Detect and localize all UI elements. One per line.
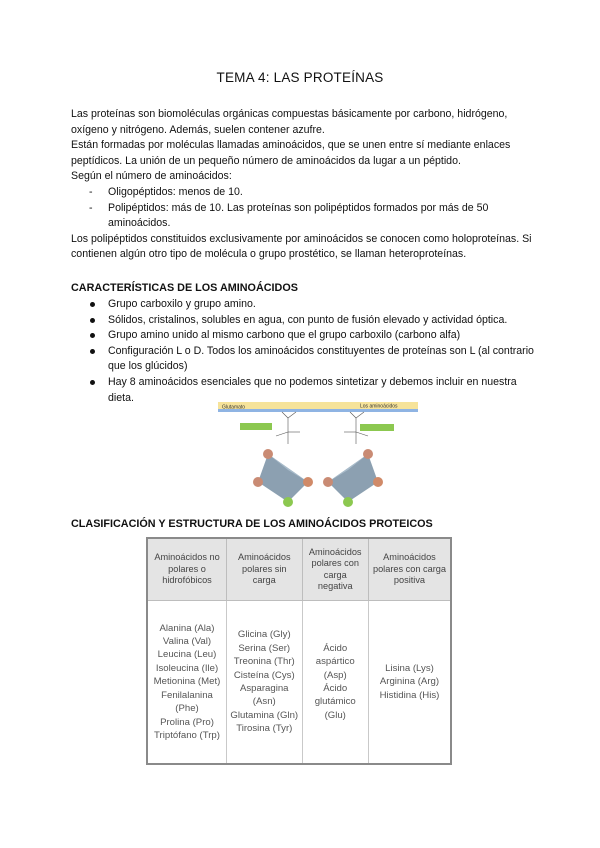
table-cell: Alanina (Ala) [159, 622, 215, 634]
classification-heading: CLASIFICACIÓN Y ESTRUCTURA DE LOS AMINOÁCIDOS PROTEICOS [71, 518, 433, 530]
table-header-polar-positive: Aminoácidos polares con carga positiva [368, 539, 450, 601]
table-cell: Tirosina (Tyr) [236, 723, 293, 735]
figure-right-label: Los aminoácidos [360, 403, 398, 410]
table-header-polar-negative: Aminoácidos polares con carga negativa [302, 539, 368, 601]
table-cell: Fenilalanina (Phe) [161, 689, 213, 715]
intro-paragraph-3: Según el número de aminoácidos: [71, 170, 232, 183]
table-cell: Arginina (Arg) [379, 676, 440, 688]
table-cell: Cisteína (Cys) [233, 669, 295, 681]
amino-acid-figure [218, 402, 418, 510]
figure-green-box-left [240, 423, 272, 430]
characteristics-heading: CARACTERÍSTICAS DE LOS AMINOÁCIDOS [71, 282, 298, 294]
characteristics-section [71, 297, 541, 406]
tetrahedron-right [323, 449, 383, 507]
table-column-polar-positive [368, 601, 450, 764]
intro-paragraph-1: Las proteínas son biomoléculas orgánicas compuestas básicamente por carbono, hidrógeno, oxígeno y nitrógeno. Además, suelen contener azufre. [71, 108, 508, 136]
figure-left-label: Glutamato [222, 404, 246, 411]
molecule-left [276, 412, 300, 444]
table-column-polar-negative [302, 601, 368, 764]
table-header-nonpolar: Aminoácidos no polares o hidrofóbicos [148, 539, 227, 601]
tetrahedron-left [253, 449, 313, 507]
table-cell: Leucina (Leu) [157, 649, 217, 661]
table-column-polar-uncharged [227, 601, 303, 764]
list-item: Grupo carboxilo y grupo amino. [71, 297, 541, 313]
intro-paragraph-2: Están formadas por moléculas llamadas aminoácidos, que se unen entre sí mediante enlaces peptídicos. La unión de un pequeño número de aminoácidos da lugar a un péptido. [71, 139, 511, 167]
table-cell: Histidina (His) [379, 689, 440, 701]
figure-green-box-right [360, 424, 394, 431]
list-item: Hay 8 aminoácidos esenciales que no podemos sintetizar y debemos incluir en nuestra dieta. [71, 375, 541, 406]
table-cell: Glutamina (Gln) [230, 709, 299, 721]
intro-section [71, 107, 541, 263]
table-cell: Isoleucina (Ile) [155, 662, 219, 674]
list-item: - Oligopéptidos: menos de 10. [71, 185, 541, 201]
table-cell: Glicina (Gly) [237, 629, 291, 641]
table-cell: Ácido aspártico (Asp) [315, 642, 355, 681]
table-cell: Treonina (Thr) [233, 656, 295, 668]
table-column-nonpolar [148, 601, 227, 764]
table-cell: Prolina (Pro) [160, 716, 214, 728]
list-item: Configuración L o D. Todos los aminoácidos constituyentes de proteínas son L (al contrario que los glúcidos) [71, 344, 541, 375]
table-cell: Ácido glutámico (Glu) [314, 683, 356, 721]
peptide-list [71, 185, 541, 232]
table-cell: Valina (Val) [162, 636, 212, 648]
amino-acid-table [146, 537, 452, 765]
table-header-polar-uncharged: Aminoácidos polares sin carga [227, 539, 303, 601]
page-title: TEMA 4: LAS PROTEÍNAS [216, 70, 384, 85]
table-cell: Lisina (Lys) [385, 662, 434, 674]
table-cell: Triptófano (Trp) [154, 729, 220, 741]
list-item: - Polipéptidos: más de 10. Las proteínas son polipéptidos formados por más de 50 aminoácidos. [71, 201, 541, 232]
table-cell: Metionina (Met) [153, 676, 221, 688]
table-cell: Asparagina (Asn) [239, 683, 289, 708]
characteristics-list [71, 297, 541, 406]
list-item: Sólidos, cristalinos, solubles en agua, con punto de fusión elevado y actividad óptica. [71, 313, 541, 329]
intro-paragraph-4: Los polipéptidos constituidos exclusivamente por aminoácidos se conocen como holoproteínas. Si contienen algún otro tipo de molécula o grupo prostético, se llaman heteroproteínas. [71, 232, 532, 261]
table-cell: Serina (Ser) [238, 642, 291, 654]
list-item: Grupo amino unido al mismo carbono que el grupo carboxilo (carbono alfa) [71, 328, 541, 344]
